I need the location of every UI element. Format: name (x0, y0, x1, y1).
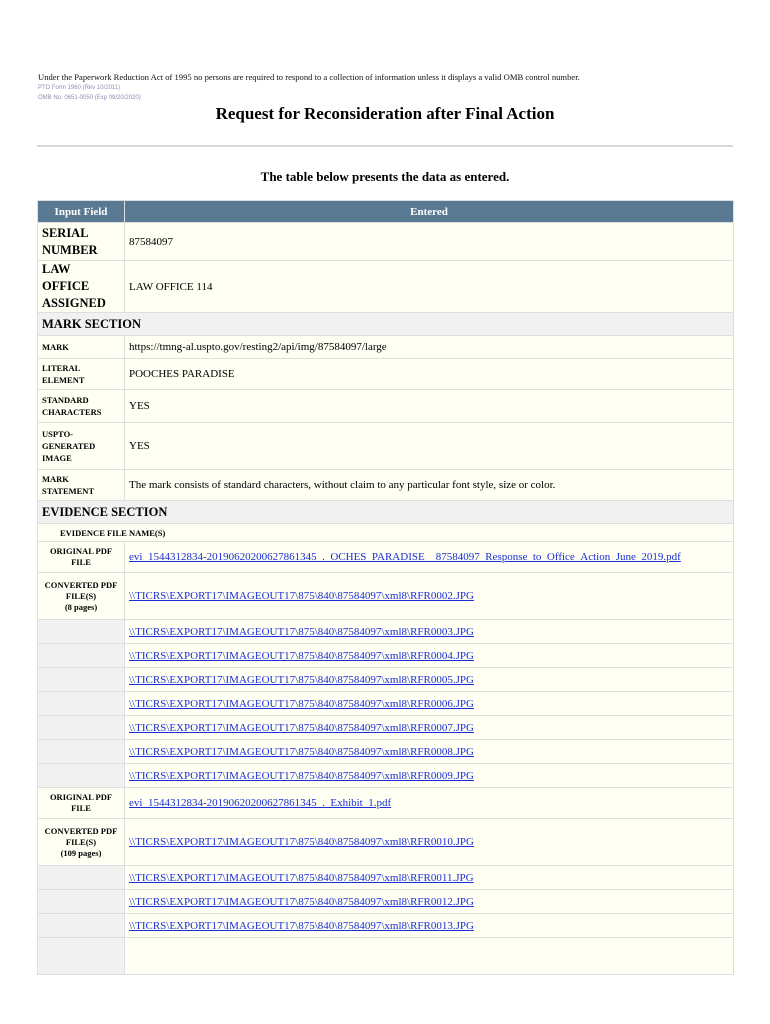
converted-page-count: (109 pages) (60, 847, 102, 858)
uspto-generated-image-value: YES (125, 423, 733, 469)
converted-page-count: (8 pages) (64, 601, 98, 612)
table-row (38, 866, 733, 889)
table-row (38, 740, 733, 763)
law-office-value: LAW OFFICE 114 (125, 261, 733, 312)
table-row (38, 524, 733, 541)
law-office-label: LAW OFFICE ASSIGNED (38, 261, 124, 312)
uspto-generated-image-label: USPTO-GENERATED IMAGE (38, 423, 124, 469)
table-row (38, 788, 733, 818)
converted-file-link[interactable]: \\TICRS\EXPORT17\IMAGEOUT17\875\840\87584097\xml8\RFR0013.JPG (129, 919, 474, 932)
serial-number-label: SERIAL NUMBER (38, 223, 124, 260)
literal-element-label: LITERAL ELEMENT (38, 359, 124, 389)
mark-section-heading: MARK SECTION (38, 313, 733, 335)
converted-file-link[interactable]: \\TICRS\EXPORT17\IMAGEOUT17\875\840\87584097\xml8\RFR0002.JPG (129, 590, 474, 602)
table-row (38, 423, 733, 469)
evidence-file-names-label: EVIDENCE FILE NAME(S) (38, 524, 733, 541)
section-row (38, 313, 733, 335)
column-header-entered: Entered (125, 201, 733, 222)
original-pdf-file-label: ORIGINAL PDF FILE (38, 542, 124, 572)
literal-element-value: POOCHES PARADISE (125, 359, 733, 389)
mark-statement-label: MARK STATEMENT (38, 470, 124, 500)
title-divider (37, 145, 733, 147)
converted-file-link[interactable]: \\TICRS\EXPORT17\IMAGEOUT17\875\840\87584097\xml8\RFR0008.JPG (129, 745, 474, 758)
standard-characters-label: STANDARD CHARACTERS (38, 390, 124, 422)
evidence-section-heading: EVIDENCE SECTION (38, 501, 733, 523)
table-row (38, 336, 733, 358)
converted-file-link[interactable]: \\TICRS\EXPORT17\IMAGEOUT17\875\840\87584097\xml8\RFR0004.JPG (129, 649, 474, 662)
table-row (38, 692, 733, 715)
mark-statement-value: The mark consists of standard characters, without claim to any particular font style, size or color. (125, 470, 733, 500)
converted-file-link[interactable]: \\TICRS\EXPORT17\IMAGEOUT17\875\840\87584097\xml8\RFR0003.JPG (129, 625, 474, 638)
converted-file-link[interactable]: \\TICRS\EXPORT17\IMAGEOUT17\875\840\87584097\xml8\RFR0009.JPG (129, 769, 474, 782)
converted-label-text: CONVERTED PDF FILE(S) (44, 579, 118, 601)
paperwork-notice: Under the Paperwork Reduction Act of 1995 no persons are required to respond to a collection of information unless it displays a valid OMB control number. (38, 72, 580, 82)
table-row (38, 890, 733, 913)
converted-file-link[interactable]: \\TICRS\EXPORT17\IMAGEOUT17\875\840\87584097\xml8\RFR0010.JPG (129, 836, 474, 848)
converted-pdf-files-label (38, 819, 124, 865)
table-row (38, 390, 733, 422)
converted-file-link[interactable]: \\TICRS\EXPORT17\IMAGEOUT17\875\840\87584097\xml8\RFR0006.JPG (129, 697, 474, 710)
converted-pdf-files-label (38, 573, 124, 619)
table-row (38, 668, 733, 691)
original-pdf-file-label: ORIGINAL PDF FILE (38, 788, 124, 818)
table-row (38, 573, 733, 619)
page-title: Request for Reconsideration after Final Action (215, 104, 555, 123)
converted-file-link[interactable]: \\TICRS\EXPORT17\IMAGEOUT17\875\840\87584097\xml8\RFR0007.JPG (129, 721, 474, 734)
section-row (38, 501, 733, 523)
standard-characters-value: YES (125, 390, 733, 422)
table-header-row (38, 201, 733, 222)
table-caption: The table below presents the data as entered. (260, 169, 510, 184)
converted-file-link[interactable]: \\TICRS\EXPORT17\IMAGEOUT17\875\840\87584097\xml8\RFR0011.JPG (129, 871, 474, 884)
converted-file-link[interactable]: \\TICRS\EXPORT17\IMAGEOUT17\875\840\87584097\xml8\RFR0005.JPG (129, 673, 474, 686)
table-row (38, 620, 733, 643)
serial-number-value: 87584097 (125, 223, 733, 260)
converted-file-link[interactable]: \\TICRS\EXPORT17\IMAGEOUT17\875\840\87584097\xml8\RFR0012.JPG (129, 895, 474, 908)
mark-label: MARK (38, 336, 124, 358)
form-number: PTO Form 1960 (Rev 10/2011) (38, 85, 121, 91)
original-pdf-file-link[interactable]: evi_1544312834-20190620200627861345_._OCHES_PARADISE__87584097_Response_to_Office_Action_June_2019.pdf (129, 551, 681, 563)
omb-number: OMB No. 0651-0050 (Exp 09/20/2020) (38, 95, 141, 101)
table-row (38, 716, 733, 739)
table-row (38, 223, 733, 260)
table-row (38, 938, 733, 974)
mark-value: https://tmng-al.uspto.gov/resting2/api/img/87584097/large (125, 336, 733, 358)
original-pdf-file-link[interactable]: evi_1544312834-20190620200627861345_._Exhibit_1.pdf (129, 797, 392, 809)
table-row (38, 542, 733, 572)
table-row (38, 261, 733, 312)
table-row (38, 359, 733, 389)
data-table (37, 200, 734, 975)
table-row (38, 470, 733, 500)
converted-label-text: CONVERTED PDF FILE(S) (44, 825, 118, 847)
table-row (38, 819, 733, 865)
table-row (38, 914, 733, 937)
table-row (38, 764, 733, 787)
column-header-input-field: Input Field (38, 201, 124, 222)
table-row (38, 644, 733, 667)
